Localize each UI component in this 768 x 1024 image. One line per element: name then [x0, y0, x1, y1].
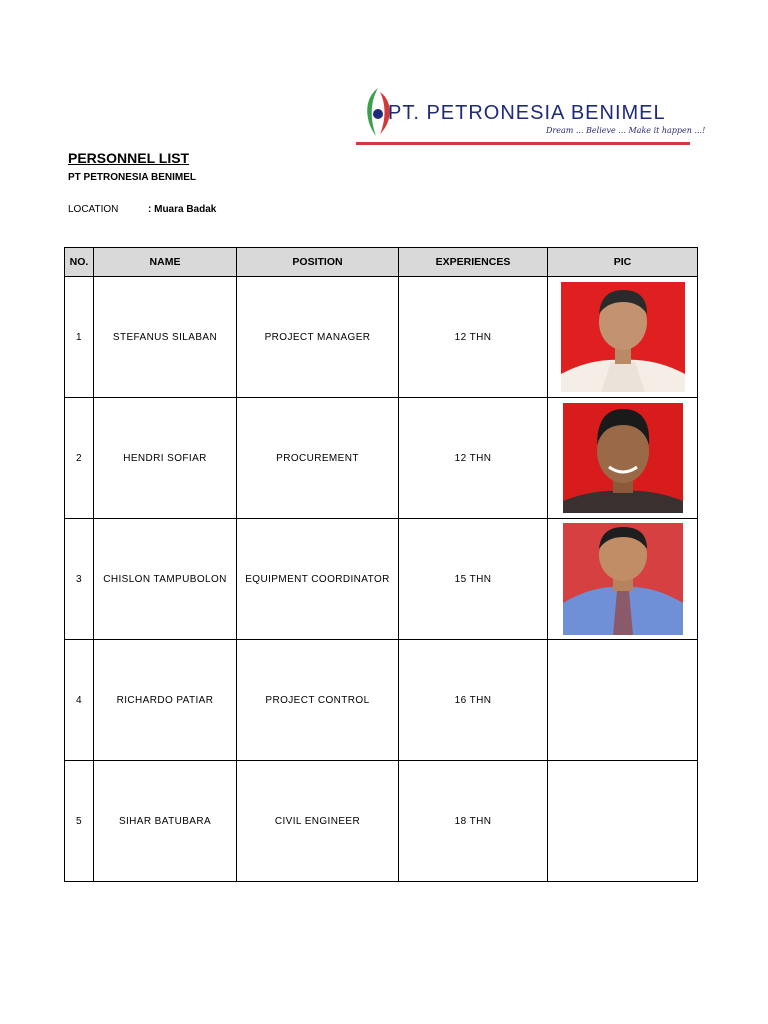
cell-position: PROJECT CONTROL: [237, 640, 399, 761]
logo-text: PT. PETRONESIA BENIMEL: [388, 102, 666, 124]
company-name: PT PETRONESIA BENIMEL: [68, 172, 196, 183]
location-value: : Muara Badak: [148, 204, 217, 215]
cell-no: 2: [65, 398, 94, 519]
cell-pic: [548, 640, 698, 761]
personnel-photo: [563, 523, 683, 635]
cell-experience: 12 THN: [399, 398, 548, 519]
cell-experience: 18 THN: [399, 761, 548, 882]
location-label: LOCATION: [68, 204, 119, 215]
table-row: [65, 277, 698, 398]
column-header-pic: PIC: [548, 248, 698, 277]
column-header-name: NAME: [94, 248, 237, 277]
cell-experience: 15 THN: [399, 519, 548, 640]
cell-name: STEFANUS SILABAN: [94, 277, 237, 398]
cell-name: SIHAR BATUBARA: [94, 761, 237, 882]
personnel-photo: [561, 282, 685, 392]
cell-position: PROCUREMENT: [237, 398, 399, 519]
table-row: [65, 761, 698, 882]
table-header-row: [65, 248, 698, 277]
cell-experience: 16 THN: [399, 640, 548, 761]
cell-pic: [548, 277, 698, 398]
cell-position: PROJECT MANAGER: [237, 277, 399, 398]
cell-name: CHISLON TAMPUBOLON: [94, 519, 237, 640]
cell-pic: [548, 519, 698, 640]
table-row: [65, 519, 698, 640]
personnel-table: [64, 247, 698, 882]
cell-pic: [548, 761, 698, 882]
page-title: PERSONNEL LIST: [68, 150, 190, 166]
logo-tagline: Dream ... Believe ... Make it happen ...!: [546, 126, 706, 135]
cell-position: EQUIPMENT COORDINATOR: [237, 519, 399, 640]
cell-pic: [548, 398, 698, 519]
cell-no: 4: [65, 640, 94, 761]
column-header-experiences: EXPERIENCES: [399, 248, 548, 277]
cell-experience: 12 THN: [399, 277, 548, 398]
cell-no: 1: [65, 277, 94, 398]
table-row: [65, 640, 698, 761]
column-header-position: POSITION: [237, 248, 399, 277]
company-logo: [356, 84, 706, 148]
cell-no: 5: [65, 761, 94, 882]
cell-name: RICHARDO PATIAR: [94, 640, 237, 761]
column-header-no: NO.: [65, 248, 94, 277]
cell-name: HENDRI SOFIAR: [94, 398, 237, 519]
personnel-photo: [563, 403, 683, 513]
logo-underline: [356, 142, 690, 145]
table-row: [65, 398, 698, 519]
cell-no: 3: [65, 519, 94, 640]
cell-position: CIVIL ENGINEER: [237, 761, 399, 882]
